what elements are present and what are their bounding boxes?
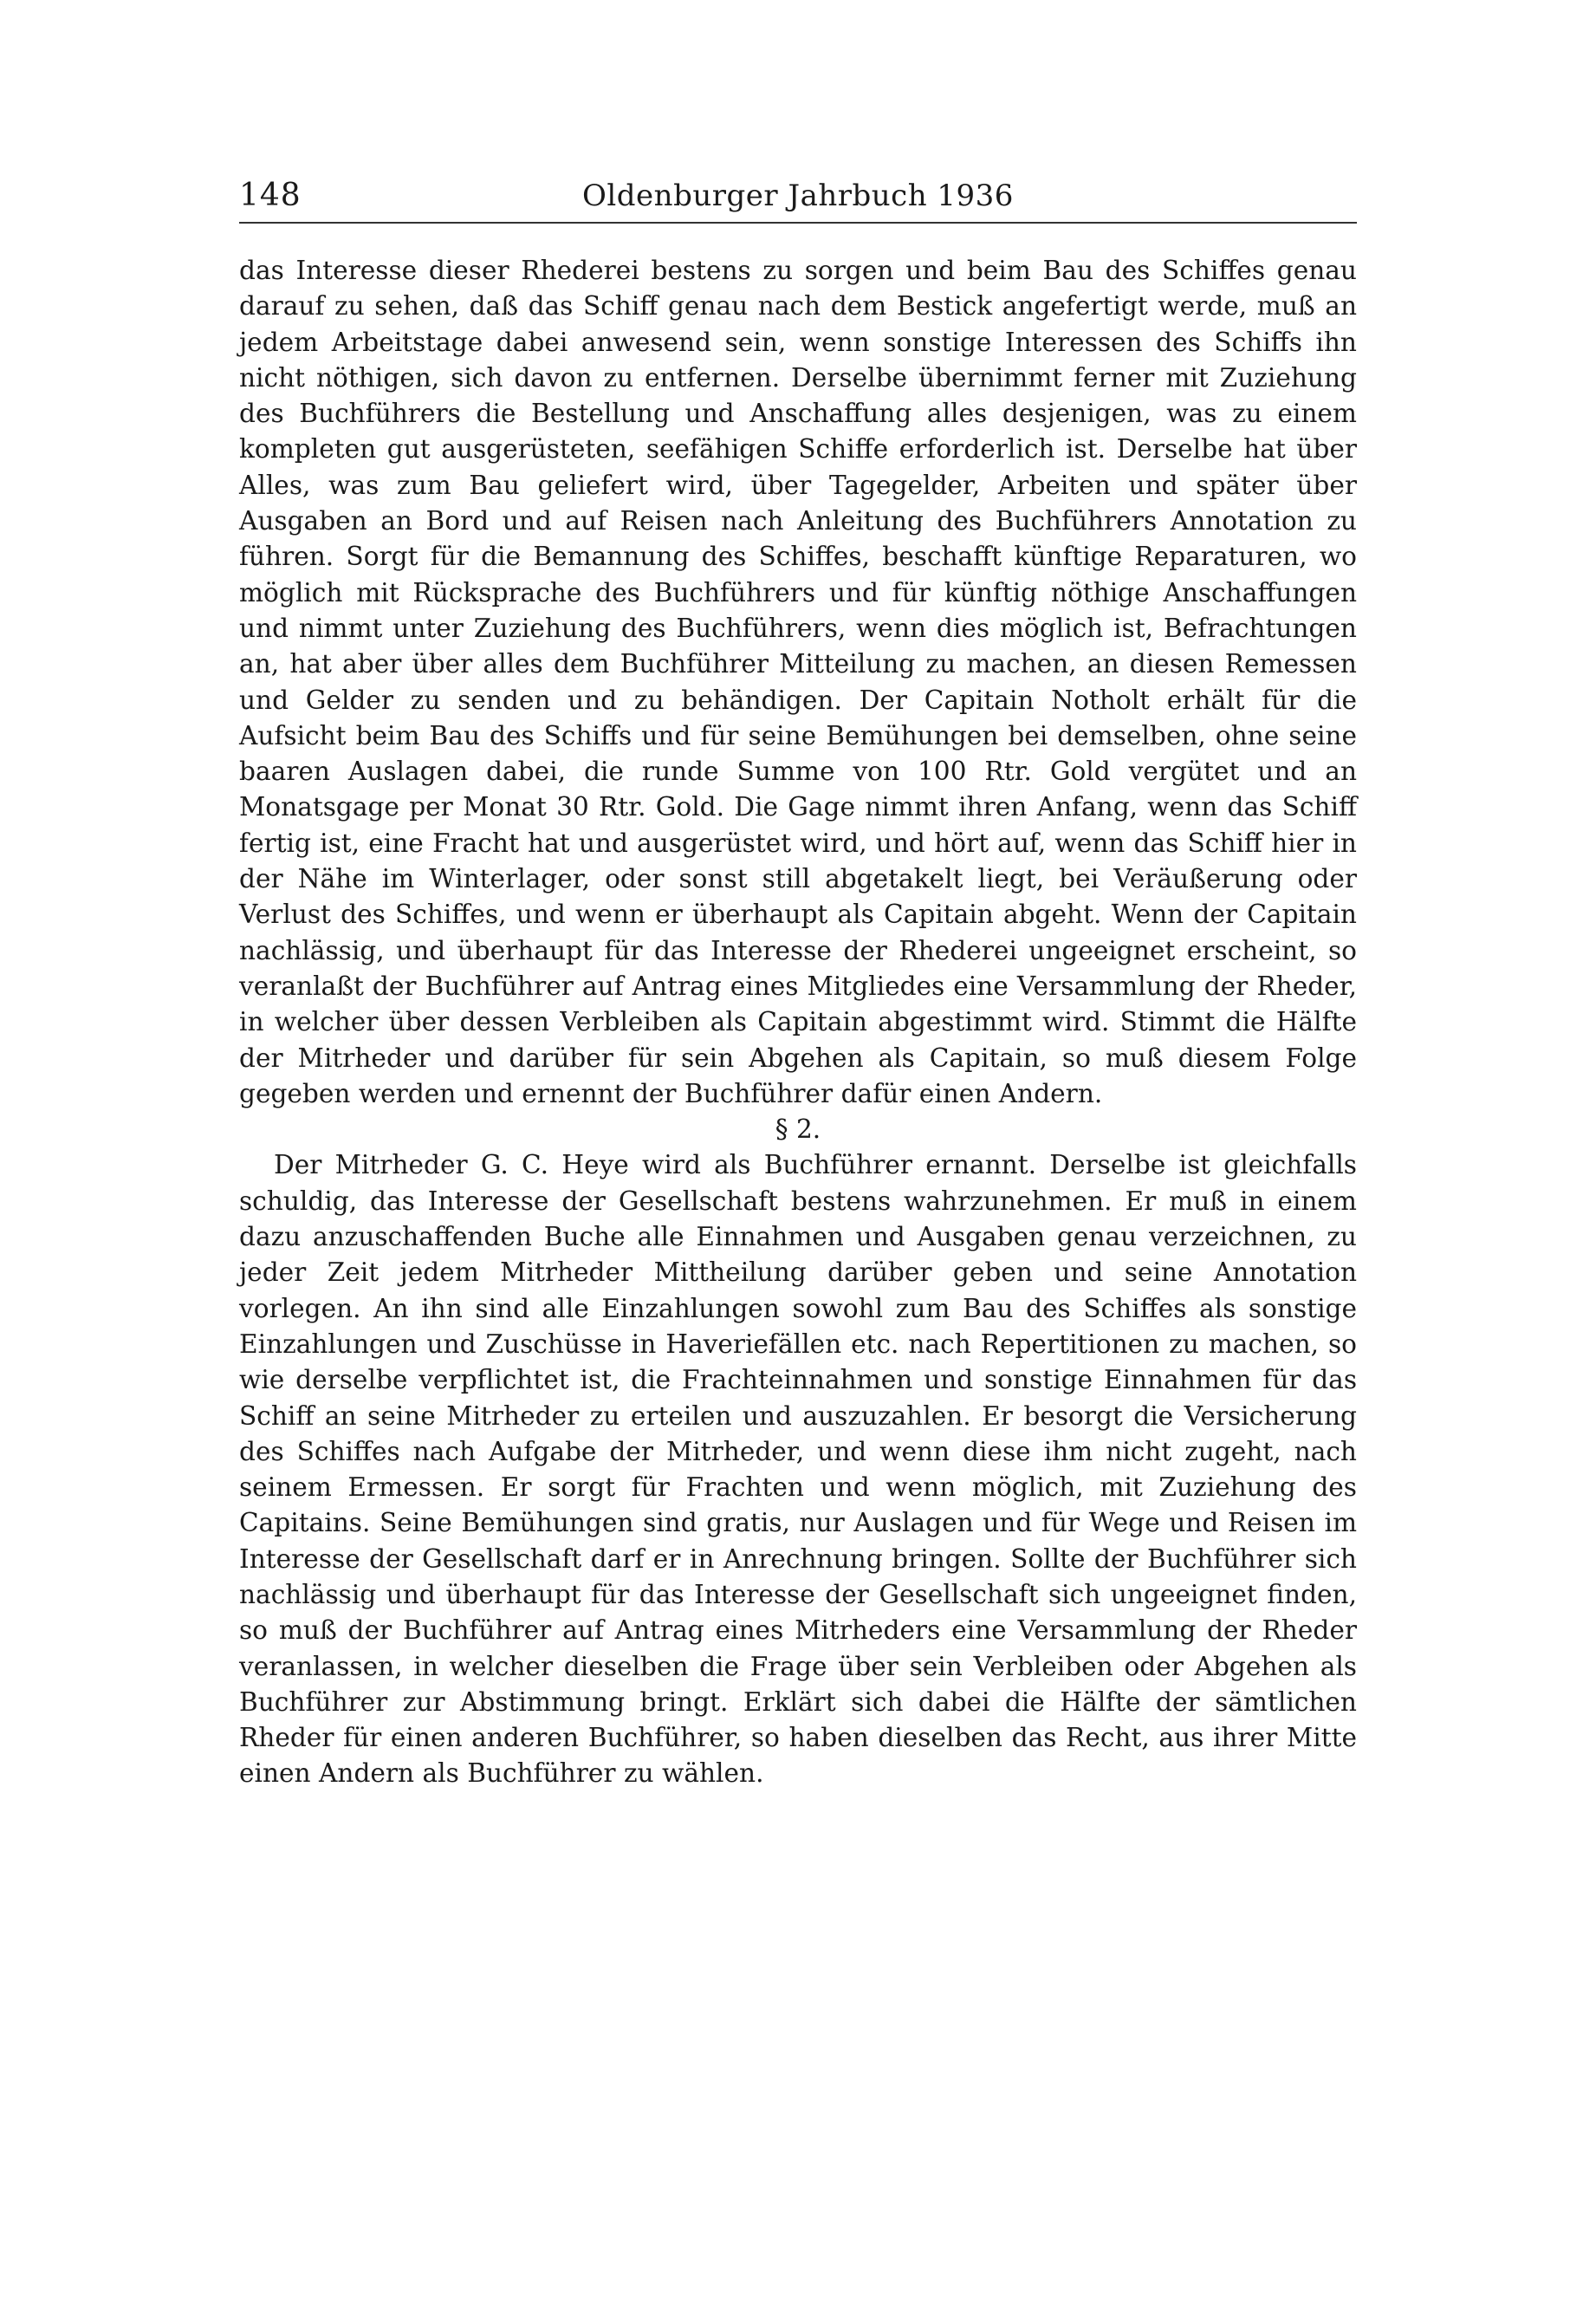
body-text (239, 253, 1357, 1792)
page-header (239, 173, 1357, 218)
running-head: Oldenburger Jahrbuch 1936 (582, 179, 1014, 213)
page-number: 148 (239, 178, 302, 213)
section-heading: § 2. (775, 1114, 821, 1145)
paragraph-1: das Interesse dieser Rhederei bestens zu sorgen und beim Bau des Schiffes genau darauf zu sehen, daß das Schiff genau nach dem Bestick angefertigt werde, muß an jedem Arbeitstage dabei anwesend sein, wenn sonstige Interessen des Schiffs ihn nicht nöthigen, sich davon zu entfernen. Derselbe übernimmt ferner mit Zuziehung des Buchführers die Bestellung und Anschaffung alles desjenigen, was zu einem kompleten gut ausgerüsteten, seefähigen Schiffe erforderlich ist. Derselbe hat über Alles, was zum Bau geliefert wird, über Tagegelder, Arbeiten und später über Ausgaben an Bord und auf Reisen nach Anleitung des Buchführers Annotation zu führen. Sorgt für die Bemannung des Schiffes, beschafft künftige Reparaturen, wo möglich mit Rücksprache des Buchführers und für künftig nöthige Anschaffungen und nimmt unter Zuziehung des Buchführers, wenn dies möglich ist, Befrachtungen an, hat aber über alles dem Buchführer Mitteilung zu machen, an diesen Remessen und Gelder zu senden und zu behändigen. Der Capitain Notholt erhält für die Aufsicht beim Bau des Schiffs und für seine Bemühungen bei demselben, ohne seine baaren Auslagen dabei, die runde Summe von 100 Rtr. Gold vergütet und an Monatsgage per Monat 30 Rtr. Gold. Die Gage nimmt ihren Anfang, wenn das Schiff fertig ist, eine Fracht hat und ausgerüstet wird, und hört auf, wenn das Schiff hier in der Nähe im Winterlager, oder sonst still abgetakelt liegt, bei Veräußerung oder Verlust des Schiffes, und wenn er überhaupt als Capitain abgeht. Wenn der Capitain nachlässig, und überhaupt für das Interesse der Rhederei ungeeignet erscheint, so veranlaßt der Buchführer auf Antrag eines Mitgliedes eine Versammlung der Rheder, in welcher über dessen Verbleiben als Capitain abgestimmt wird. Stimmt die Hälfte der Mitrheder und darüber für sein Abgehen als Capitain, so muß diesem Folge gegeben werden und ernennt der Buchführer dafür einen Andern. (239, 256, 1357, 1108)
paragraph-2: Der Mitrheder G. C. Heye wird als Buchführer ernannt. Derselbe ist gleichfalls schuldig, das Interesse der Gesellschaft bestens wahrzunehmen. Er muß in einem dazu anzuschaffenden Buche alle Einnahmen und Ausgaben genau verzeichnen, zu jeder Zeit jedem Mitrheder Mittheilung darüber geben und seine Annotation vorlegen. An ihn sind alle Einzahlungen sowohl zum Bau des Schiffes als sonstige Einzahlungen und Zuschüsse in Haveriefällen etc. nach Repertitionen zu machen, so wie derselbe verpflichtet ist, die Frachteinnahmen und sonstige Einnahmen für das Schiff an seine Mitrheder zu erteilen und auszuzahlen. Er besorgt die Versicherung des Schiffes nach Aufgabe der Mitrheder, und wenn diese ihm nicht zugeht, nach seinem Ermessen. Er sorgt für Frachten und wenn möglich, mit Zuziehung des Capitains. Seine Bemühungen sind gratis, nur Auslagen und für Wege und Reisen im Interesse der Gesellschaft darf er in Anrechnung bringen. Sollte der Buchführer sich nachlässig und überhaupt für das Interesse der Gesellschaft sich ungeeignet finden, so muß der Buchführer auf Antrag eines Mitrheders eine Versammlung der Rheder veranlassen, in welcher dieselben die Frage über sein Verbleiben oder Abgehen als Buchführer zur Abstimmung bringt. Erklärt sich dabei die Hälfte der sämtlichen Rheder für einen anderen Buchführer, so haben dieselben das Recht, aus ihrer Mitte einen Andern als Buchführer zu wählen. (239, 1150, 1357, 1789)
header-rule (239, 222, 1357, 224)
